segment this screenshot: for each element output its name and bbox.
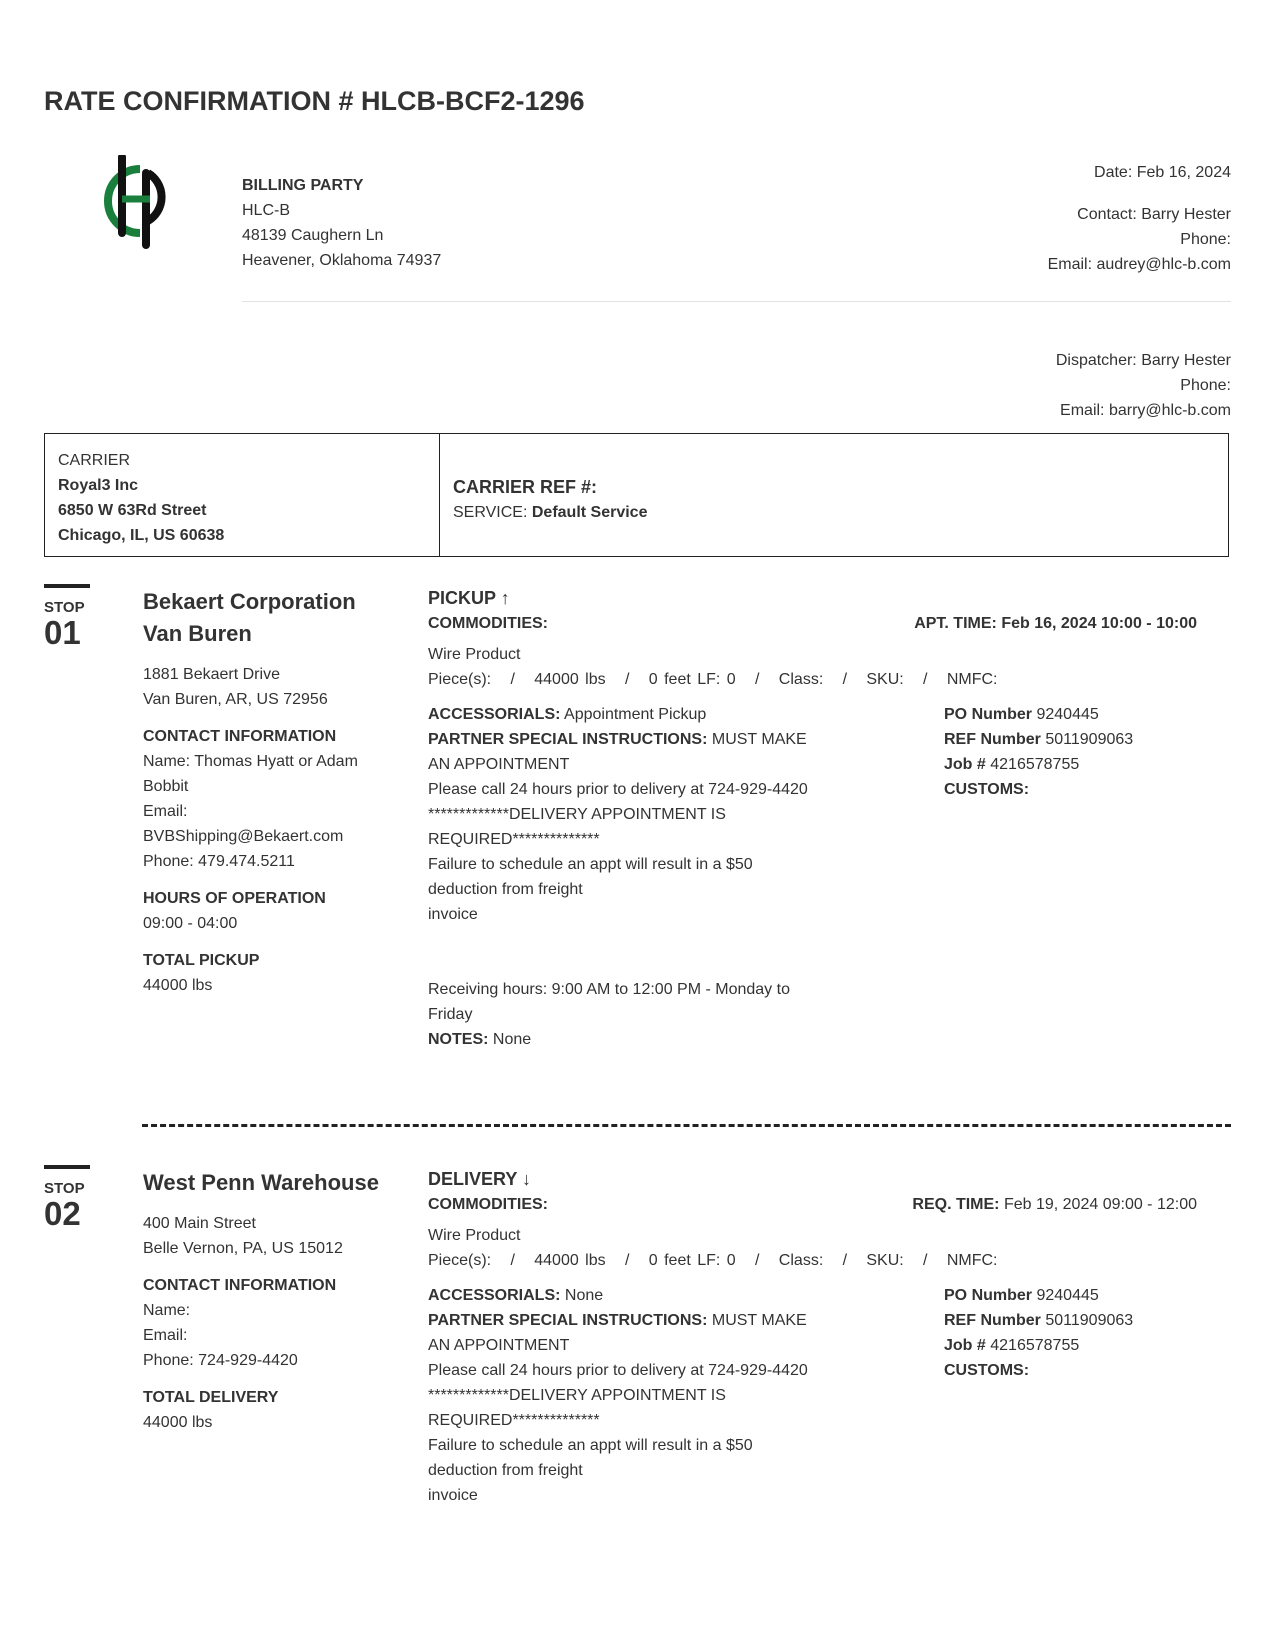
commodities-row	[428, 1192, 1213, 1217]
contact-phone: Phone: 724-929-4420	[143, 1352, 298, 1369]
reference-numbers	[944, 1283, 1133, 1508]
carrier-service	[453, 500, 647, 526]
stop-lower	[428, 702, 1213, 1052]
billing-party-label: BILLING PARTY	[242, 177, 364, 194]
stop-location	[143, 1165, 393, 1435]
carrier-name: Royal3 Inc	[58, 477, 139, 494]
arrow-down-icon: ↓	[522, 1169, 532, 1189]
commodities-row	[428, 611, 1213, 636]
po-number: PO Number 9240445	[944, 706, 1099, 723]
stop-tag	[44, 1165, 90, 1231]
carrier-label: CARRIER	[58, 452, 131, 469]
job-number: Job # 4216578755	[944, 1337, 1080, 1354]
job-number: Job # 4216578755	[944, 756, 1080, 773]
total-label: TOTAL PICKUP	[143, 952, 260, 969]
notes: NOTES: None	[428, 1031, 532, 1048]
reference-numbers	[944, 702, 1133, 1052]
commodity-name: Wire Product	[428, 646, 521, 663]
commodity-pieces: Piece(s): / 44000 lbs / 0 feet LF: 0 / Class: / SKU: / NMFC:	[428, 1252, 998, 1269]
stop-number: 02	[44, 1195, 81, 1232]
stop-location	[143, 584, 393, 998]
commodities-label: COMMODITIES:	[428, 615, 548, 632]
stop-name: Bekaert Corporation Van Buren	[143, 589, 356, 646]
stop-city: Belle Vernon, PA, US 15012	[143, 1240, 343, 1257]
total-value: 44000 lbs	[143, 1414, 213, 1431]
contact-name: Contact: Barry Hester	[1077, 206, 1231, 223]
billing-party-street: 48139 Caughern Ln	[242, 227, 384, 244]
stop-number: 01	[44, 614, 81, 651]
instructions-block	[428, 702, 808, 1052]
contact-phone: Phone: 479.474.5211	[143, 853, 295, 870]
document-date: Date: Feb 16, 2024	[1094, 164, 1231, 181]
contact-email: BVBShipping@Bekaert.com	[143, 828, 344, 845]
page-title: RATE CONFIRMATION # HLCB-BCF2-1296	[44, 86, 585, 116]
contact-name: Name:	[143, 1302, 191, 1319]
hours-label: HOURS OF OPERATION	[143, 890, 326, 907]
requested-time: REQ. TIME: Feb 19, 2024 09:00 - 12:00	[912, 1196, 1197, 1213]
ref-number: REF Number 5011909063	[944, 1312, 1134, 1329]
stop-tag	[44, 584, 90, 650]
stop-city: Van Buren, AR, US 72956	[143, 691, 328, 708]
carrier-street: 6850 W 63Rd Street	[58, 502, 207, 519]
stop-word: STOP	[44, 1180, 85, 1197]
contact-email-label: Email:	[143, 803, 188, 820]
contact-email-label: Email:	[143, 1327, 188, 1344]
instructions-block	[428, 1283, 808, 1508]
carrier-ref-label: CARRIER REF #:	[453, 477, 598, 497]
appointment-time: APT. TIME: Feb 16, 2024 10:00 - 10:00	[914, 615, 1197, 632]
special-instructions: PARTNER SPECIAL INSTRUCTIONS: MUST MAKE AN APPOINTMENT Please call 24 hours prior to delivery at 724-929-4420 *************DELIVERY APPOINTMENT IS REQUIRED************** Failure to schedule an appt will result in a $50 deduction from freight invoice Receiving hours: 9:00 AM to 12:00 PM - Monday to Friday	[428, 731, 808, 1023]
stop-details	[428, 1165, 1213, 1508]
carrier-box	[44, 433, 1229, 557]
contact-info-label: CONTACT INFORMATION	[143, 1277, 337, 1294]
service-label: SERVICE:	[453, 504, 528, 521]
contact-name: Name: Thomas Hyatt or Adam Bobbit	[143, 753, 358, 795]
carrier-city: Chicago, IL, US 60638	[58, 527, 225, 544]
dispatcher-email: Email: barry@hlc-b.com	[1060, 402, 1231, 419]
stop-kind: DELIVERY ↓	[428, 1169, 532, 1189]
arrow-up-icon: ↑	[500, 588, 510, 608]
customs-label: CUSTOMS:	[944, 1362, 1030, 1379]
total-label: TOTAL DELIVERY	[143, 1389, 279, 1406]
accessorials: ACCESSORIALS: Appointment Pickup	[428, 706, 707, 723]
contact-email: Email: audrey@hlc-b.com	[1047, 256, 1231, 273]
ref-number: REF Number 5011909063	[944, 731, 1134, 748]
customs-label: CUSTOMS:	[944, 781, 1030, 798]
dispatcher-info	[1056, 348, 1231, 423]
dispatcher-name: Dispatcher: Barry Hester	[1055, 352, 1231, 369]
commodities-label: COMMODITIES:	[428, 1196, 548, 1213]
contact-phone: Phone:	[1180, 231, 1231, 248]
stop-details	[428, 584, 1213, 1052]
stop-word: STOP	[44, 599, 85, 616]
billing-party-name: HLC-B	[242, 202, 291, 219]
hours-value: 09:00 - 04:00	[143, 915, 238, 932]
stop-divider	[142, 1124, 1231, 1127]
po-number: PO Number 9240445	[944, 1287, 1099, 1304]
special-instructions: PARTNER SPECIAL INSTRUCTIONS: MUST MAKE AN APPOINTMENT Please call 24 hours prior to delivery at 724-929-4420 *************DELIVERY APPOINTMENT IS REQUIRED************** Failure to schedule an appt will result in a $50 deduction from freight invoice	[428, 1312, 808, 1504]
stop-name: West Penn Warehouse	[143, 1170, 379, 1195]
carrier-info	[45, 434, 440, 556]
stop-street: 1881 Bekaert Drive	[143, 666, 280, 683]
header-divider	[242, 301, 1231, 302]
commodity-pieces: Piece(s): / 44000 lbs / 0 feet LF: 0 / Class: / SKU: / NMFC:	[428, 671, 998, 688]
accessorials: ACCESSORIALS: None	[428, 1287, 604, 1304]
total-value: 44000 lbs	[143, 977, 213, 994]
billing-party-city: Heavener, Oklahoma 74937	[242, 252, 442, 269]
dispatcher-phone: Phone:	[1180, 377, 1231, 394]
billing-party	[242, 173, 441, 273]
contact-info-label: CONTACT INFORMATION	[143, 728, 337, 745]
header-contact	[1048, 160, 1231, 277]
commodity-name: Wire Product	[428, 1227, 521, 1244]
hlc-b-logo-icon	[100, 155, 180, 251]
stop-street: 400 Main Street	[143, 1215, 256, 1232]
carrier-ref	[440, 434, 660, 556]
stop-lower	[428, 1283, 1213, 1508]
service-value: Default Service	[531, 504, 648, 521]
stop-kind: PICKUP ↑	[428, 588, 510, 608]
